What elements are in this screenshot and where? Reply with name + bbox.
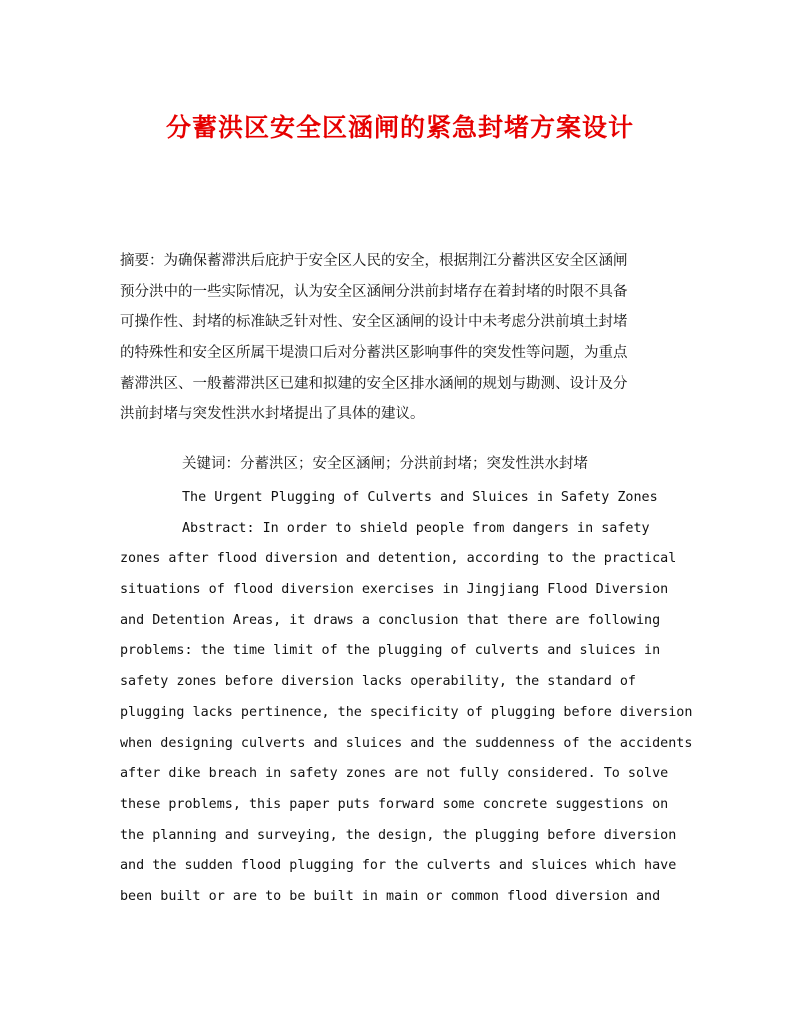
chinese-abstract bbox=[120, 246, 682, 430]
keywords: 关键词：分蓄洪区；安全区涵闸；分洪前封堵；突发性洪水封堵 bbox=[182, 456, 588, 472]
english-abstract-line: safety zones before diversion lacks operability, the standard of bbox=[120, 674, 636, 690]
abstract-line: 的特殊性和安全区所属干堤溃口后对分蓄洪区影响事件的突发性等问题，为重点 bbox=[120, 345, 628, 362]
abstract-line: 可操作性、封堵的标准缺乏针对性、安全区涵闸的设计中未考虑分洪前填土封堵 bbox=[120, 314, 628, 331]
abstract-line: 摘要：为确保蓄滞洪后庇护于安全区人民的安全，根据荆江分蓄洪区安全区涵闸 bbox=[120, 253, 628, 269]
english-title: The Urgent Plugging of Culverts and Sluices in Safety Zones bbox=[182, 490, 658, 505]
english-abstract-line: plugging lacks pertinence, the specificity of plugging before diversion bbox=[120, 704, 693, 720]
english-abstract-line: zones after flood diversion and detention, according to the practical bbox=[120, 551, 677, 567]
english-abstract-line: problems: the time limit of the plugging of culverts and sluices in bbox=[120, 643, 661, 659]
english-abstract-line: situations of flood diversion exercises in Jingjiang Flood Diversion bbox=[120, 582, 669, 598]
english-abstract-line: Abstract: In order to shield people from dangers in safety bbox=[182, 520, 650, 536]
abstract-line: 洪前封堵与突发性洪水封堵提出了具体的建议。 bbox=[120, 406, 425, 423]
english-abstract-line: and Detention Areas, it draws a conclusion that there are following bbox=[120, 612, 661, 628]
english-abstract-line: and the sudden flood plugging for the culverts and sluices which have bbox=[120, 858, 677, 874]
abstract-line: 蓄滞洪区、一般蓄滞洪区已建和拟建的安全区排水涵闸的规划与勘测、设计及分 bbox=[120, 375, 628, 392]
english-abstract-line: been built or are to be built in main or common flood diversion and bbox=[120, 888, 661, 904]
english-abstract-line: when designing culverts and sluices and the suddenness of the accidents bbox=[120, 735, 693, 751]
english-abstract-line: after dike breach in safety zones are not fully considered. To solve bbox=[120, 766, 669, 782]
english-abstract-line: the planning and surveying, the design, the plugging before diversion bbox=[120, 827, 677, 843]
abstract-line: 预分洪中的一些实际情况，认为安全区涵闸分洪前封堵存在着封堵的时限不具备 bbox=[120, 283, 628, 300]
english-abstract bbox=[120, 483, 693, 913]
english-abstract-line: these problems, this paper puts forward some concrete suggestions on bbox=[120, 796, 669, 812]
document-title: 分蓄洪区安全区涵闸的紧急封堵方案设计 bbox=[165, 113, 634, 142]
